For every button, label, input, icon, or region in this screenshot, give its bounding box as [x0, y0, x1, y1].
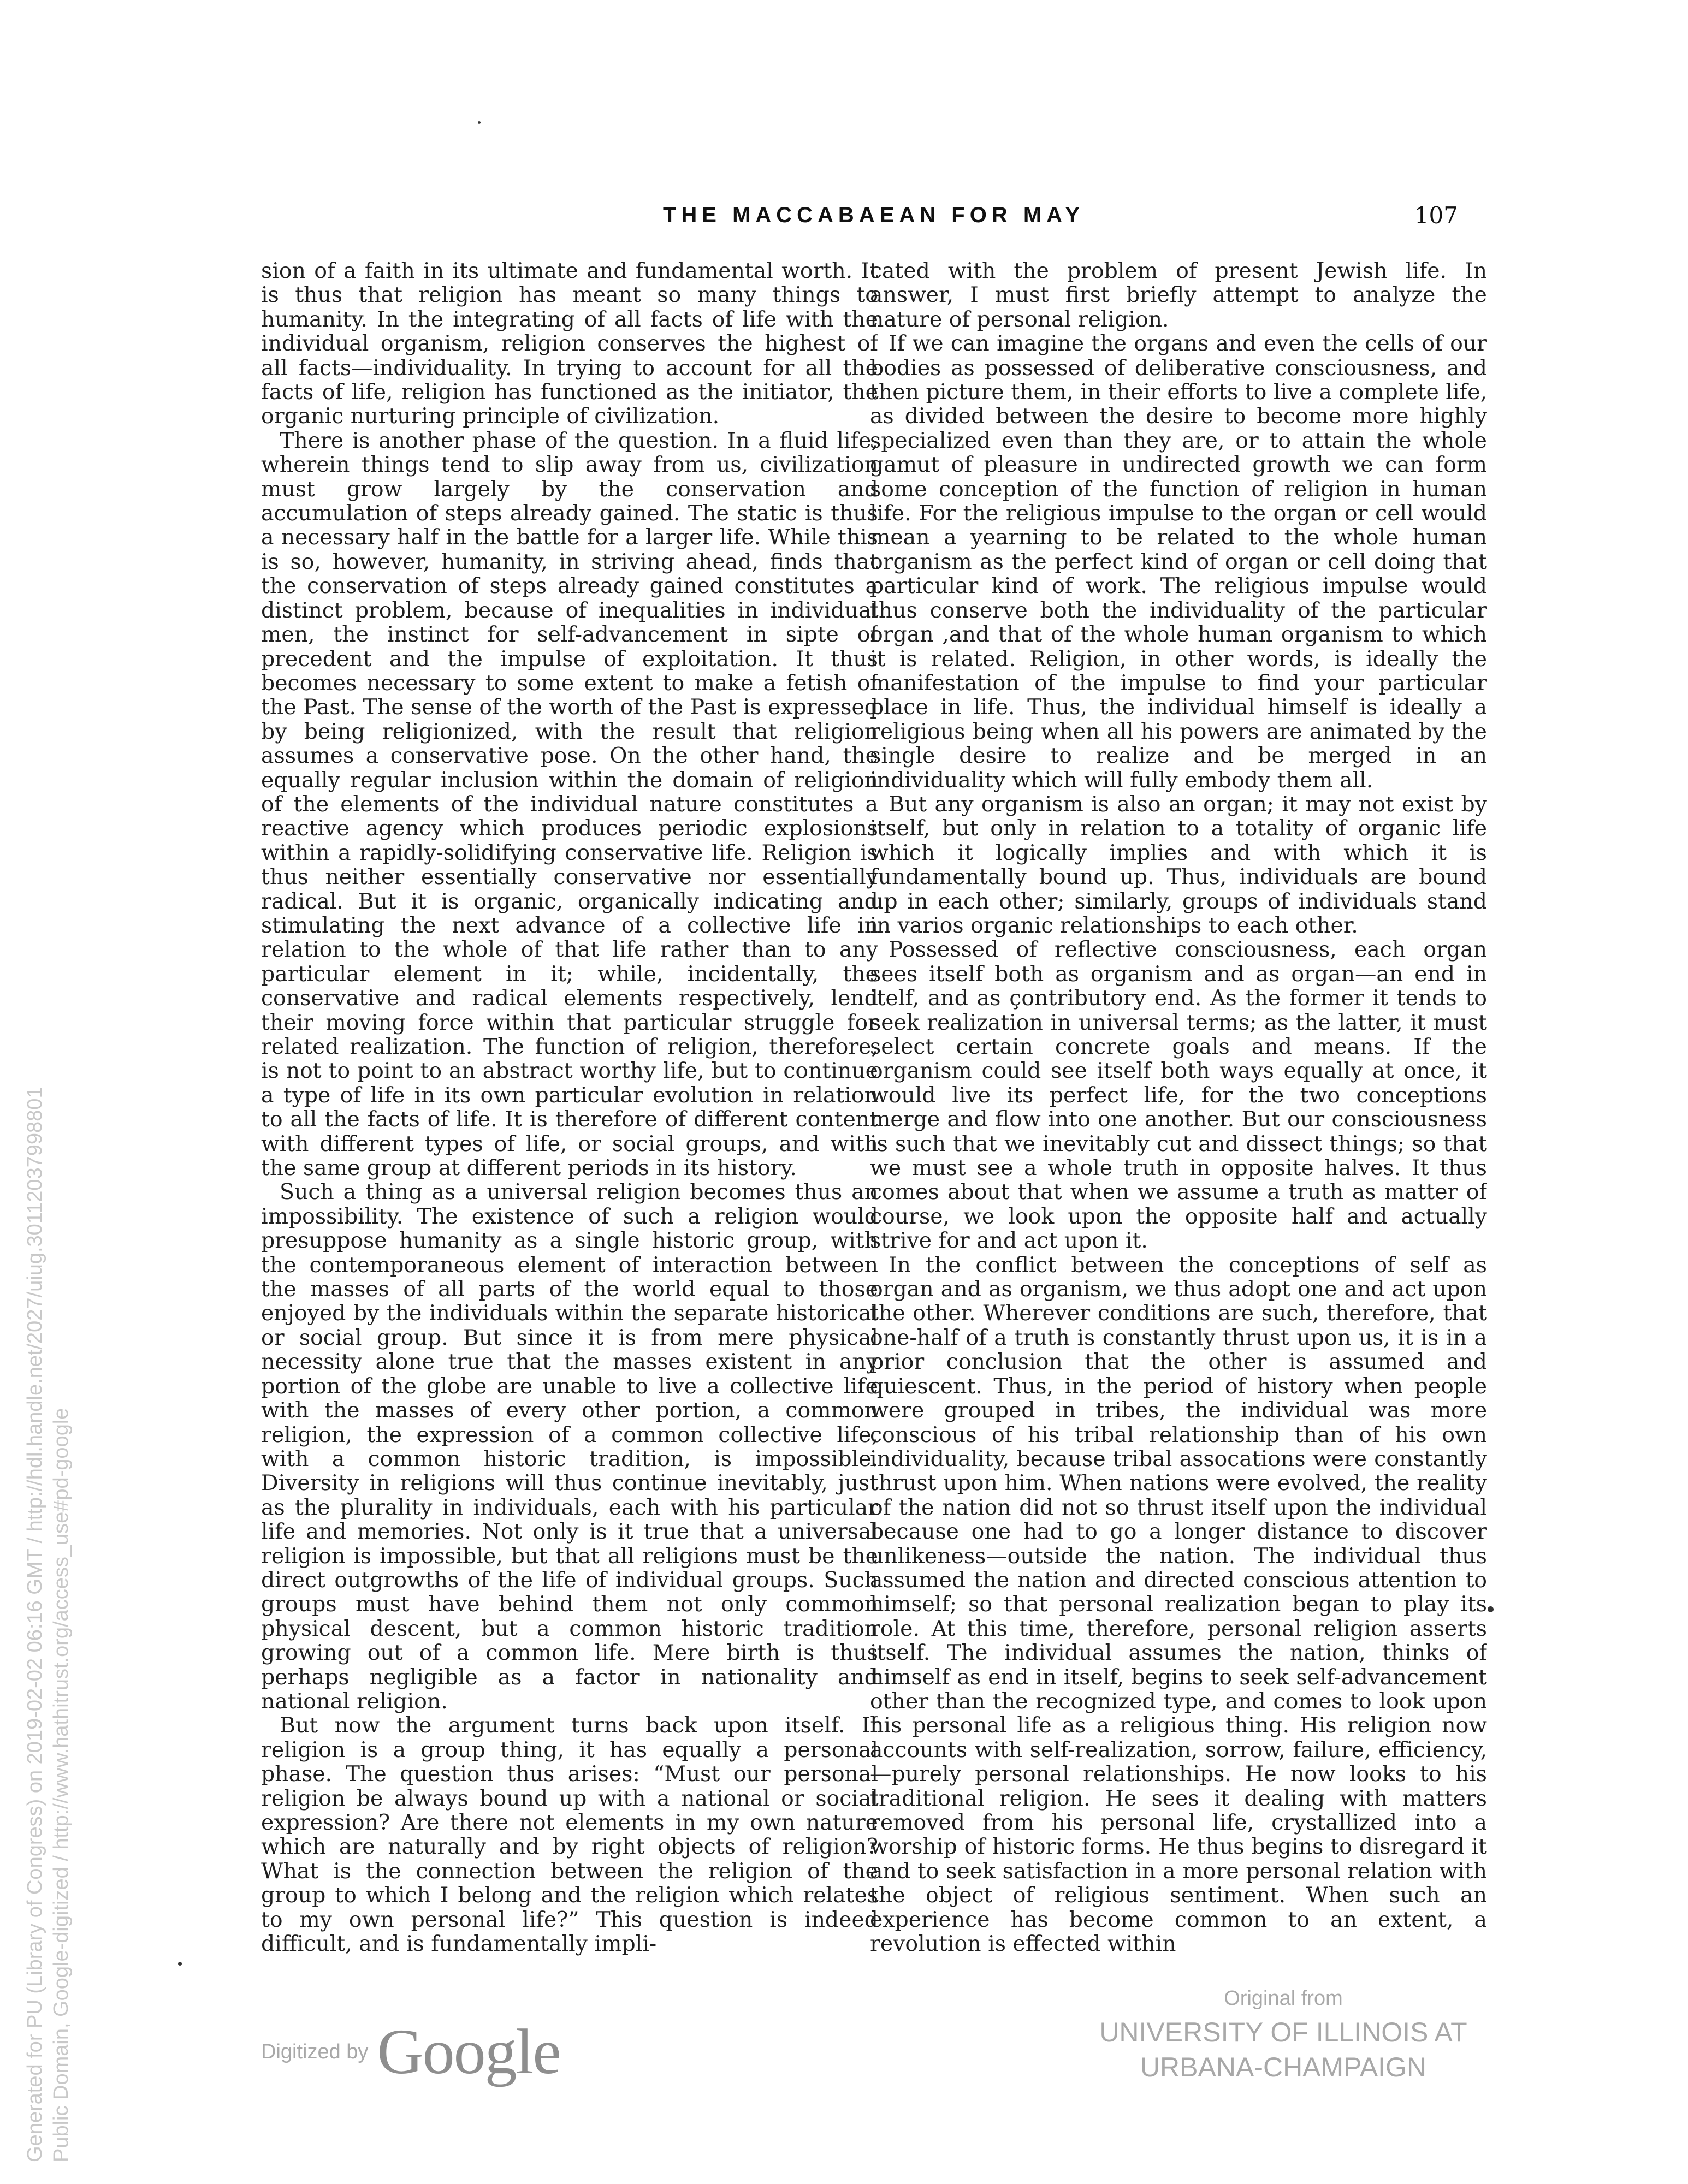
watermark-line-2: Public Domain, Google-digitized / http://www.hathitrust.org/access_use#pd-google: [50, 1408, 73, 2162]
text-column-right: [870, 259, 1487, 1962]
paragraph: In the conflict between the conceptions of self as organ and as organism, we thus adopt one and act upon the other. Wherever conditions are such, therefore, that one-half of a truth is constantly thrust upon us, it is in a prior conclusion that the other is assumed and quiescent. Thus, in the period of history when people were grouped in tribes, the individual was more conscious of his tribal relationship than of his own individuality, because tribal assocations were constantly thrust upon him. When nations were evolved, the reality of the nation did not so thrust itself upon the individual because one had to go a longer distance to discover unlikeness—outside the nation. The individual thus assumed the nation and directed conscious attention to himself; so that personal realization began to play its role. At this time, therefore, personal religion asserts itself. The individual assumes the nation, thinks of himself as end in itself, begins to seek self-advancement other than the recognized type, and comes to look upon his personal life as a religious thing. His religion now accounts with self-realization, sorrow, failure, efficiency,—purely personal relationships. He now looks to his traditional religion. He sees it dealing with matters removed from his personal life, crystallized into a worship of historic forms. He thus begins to disregard it and to seek satisfaction in a more personal relation with the object of religious sentiment. When such an experience has become common to an extent, a revolution is effected within: [870, 1252, 1487, 1957]
running-header-title: THE MACCABAEAN FOR MAY: [662, 203, 1085, 227]
institution-line-2: URBANA-CHAMPAIGN: [1140, 2052, 1427, 2082]
digitized-by-label: Digitized by: [261, 2040, 369, 2063]
original-source-mark: [1038, 1982, 1529, 2085]
paragraph: There is another phase of the question. In a fluid life, wherein things tend to slip away from us, civilization must grow largely by the conservation and accumulation of steps already gained. The static is thus a necessary half in the battle for a larger life. While this is so, however, humanity, in striving ahead, finds that the conservation of steps already gained constitutes a distinct problem, because of inequalities in individual men, the instinct for self-advancement in sipte of precedent and the impulse of exploitation. It thus becomes necessary to some extent to make a fetish of the Past. The sense of the worth of the Past is expressed by being religionized, with the result that religion assumes a conservative pose. On the other hand, the equally regular inclusion within the domain of religion of the elements of the individual nature constitutes a reactive agency which produces periodic explosions within a rapidly-solidifying conservative life. Religion is thus neither essentially conservative nor essentially radical. But it is organic, organically indicating and stimulating the next advance of a collective life in relation to the whole of that life rather than to any particular element in it; while, incidentally, the conservative and radical elements respectively, lend their moving force within that particular struggle for related realization. The function of religion, therefore, is not to point to an abstract worthy life, but to continue a type of life in its own particular evolution in relation to all the facts of life. It is therefore of different content with different types of life, or social groups, and with the same group at different periods in its history.: [261, 428, 878, 1181]
paragraph: But any organism is also an organ; it may not exist by itself, but only in relation to a totality of organic life which it logically implies and with which it is fundamentally bound up. Thus, individuals are bound up in each other; similarly, groups of individuals stand in varios organic relationships to each other.: [870, 791, 1487, 938]
institution-line-1: UNIVERSITY OF ILLINOIS AT: [1099, 2017, 1467, 2048]
scan-speck-dot: [478, 121, 481, 124]
paragraph: But now the argument turns back upon itself. If religion is a group thing, it has equally a personal phase. The question thus arises: “Must our personal religion be always bound up with a national or social expression? Are there not elements in my own nature which are naturally and by right objects of religion? What is the connection between the religion of the group to which I belong and the religion which relates to my own personal life?” This question is indeed difficult, and is fundamentally impli-: [261, 1713, 878, 1957]
scan-speck-dot: [1488, 1606, 1494, 1612]
digitized-by-google: [261, 2015, 560, 2089]
text-column-left: [261, 259, 878, 1962]
paragraph: Possessed of reflective consciousness, each organ sees itself both as organism and as organ—an end in itelf, and as çontributory end. As the former it tends to seek realization in universal terms; as the latter, it must select certain concrete goals and means. If the organism could see itself both ways equally at once, it would live its perfect life, for the two conceptions merge and flow into one another. But our consciousness is such that we inevitably cut and dissect things; so that we must see a whole truth in opposite halves. It thus comes about that when we assume a truth as matter of course, we look upon the opposite half and actually strive for and act upon it.: [870, 937, 1487, 1254]
scan-speck-dot: [178, 1962, 182, 1966]
google-logo: Google: [377, 2016, 560, 2087]
original-from-label: Original from: [1224, 1987, 1343, 2010]
paragraph: cated with the problem of present Jewish life. In answer, I must first briefly attempt to analyze the nature of personal religion.: [870, 259, 1487, 332]
paragraph: sion of a faith in its ultimate and fundamental worth. It is thus that religion has meant so many things to humanity. In the integrating of all facts of life with the individual organism, religion conserves the highest of all facts—individuality. In trying to account for all the facts of life, religion has functioned as the initiator, the organic nurturing principle of civilization.: [261, 259, 878, 429]
page-number: 107: [1414, 202, 1458, 229]
paragraph: If we can imagine the organs and even the cells of our bodies as possessed of deliberative consciousness, and then picture them, in their efforts to live a complete life, as divided between the desire to become more highly specialized even than they are, or to attain the whole gamut of pleasure in undirected growth we can form some conception of the function of religion in human life. For the religious impulse to the organ or cell would mean a yearning to be related to the whole human organism as the perfect kind of organ or cell doing that particular kind of work. The religious impulse would thus conserve both the individuality of the particular organ ,and that of the whole human organism to which it is related. Religion, in other words, is ideally the manifestation of the impulse to find your particular place in life. Thus, the individual himself is ideally a religious being when all his powers are animated by the single desire to realize and be merged in an individuality which will fully embody them all.: [870, 331, 1487, 793]
hathitrust-watermark: [22, 1087, 74, 2162]
paragraph: Such a thing as a universal religion becomes thus an impossibility. The existence of such a religion would presuppose humanity as a single historic group, with the contemporaneous element of interaction between the masses of all parts of the world equal to those enjoyed by the individuals within the separate historical or social group. But since it is from mere physical necessity alone true that the masses existent in any portion of the globe are unable to live a collective life with the masses of every other portion, a common religion, the expression of a common collective life, with a common historic tradition, is impossible. Diversity in religions will thus continue inevitably, just as the plurality in individuals, each with his particular life and memories. Not only is it true that a universal religion is impossible, but that all religions must be the direct outgrowths of the life of individual groups. Such groups must have behind them not only common physical descent, but a common historic tradition growing out of a common life. Mere birth is thus perhaps negligible as a factor in nationality and national religion.: [261, 1179, 878, 1714]
watermark-line-1: Generated for PU (Library of Congress) on 2019-02-02 06:16 GMT / http://hdl.handle.net/2027/uiug.30112037998801: [23, 1087, 46, 2162]
